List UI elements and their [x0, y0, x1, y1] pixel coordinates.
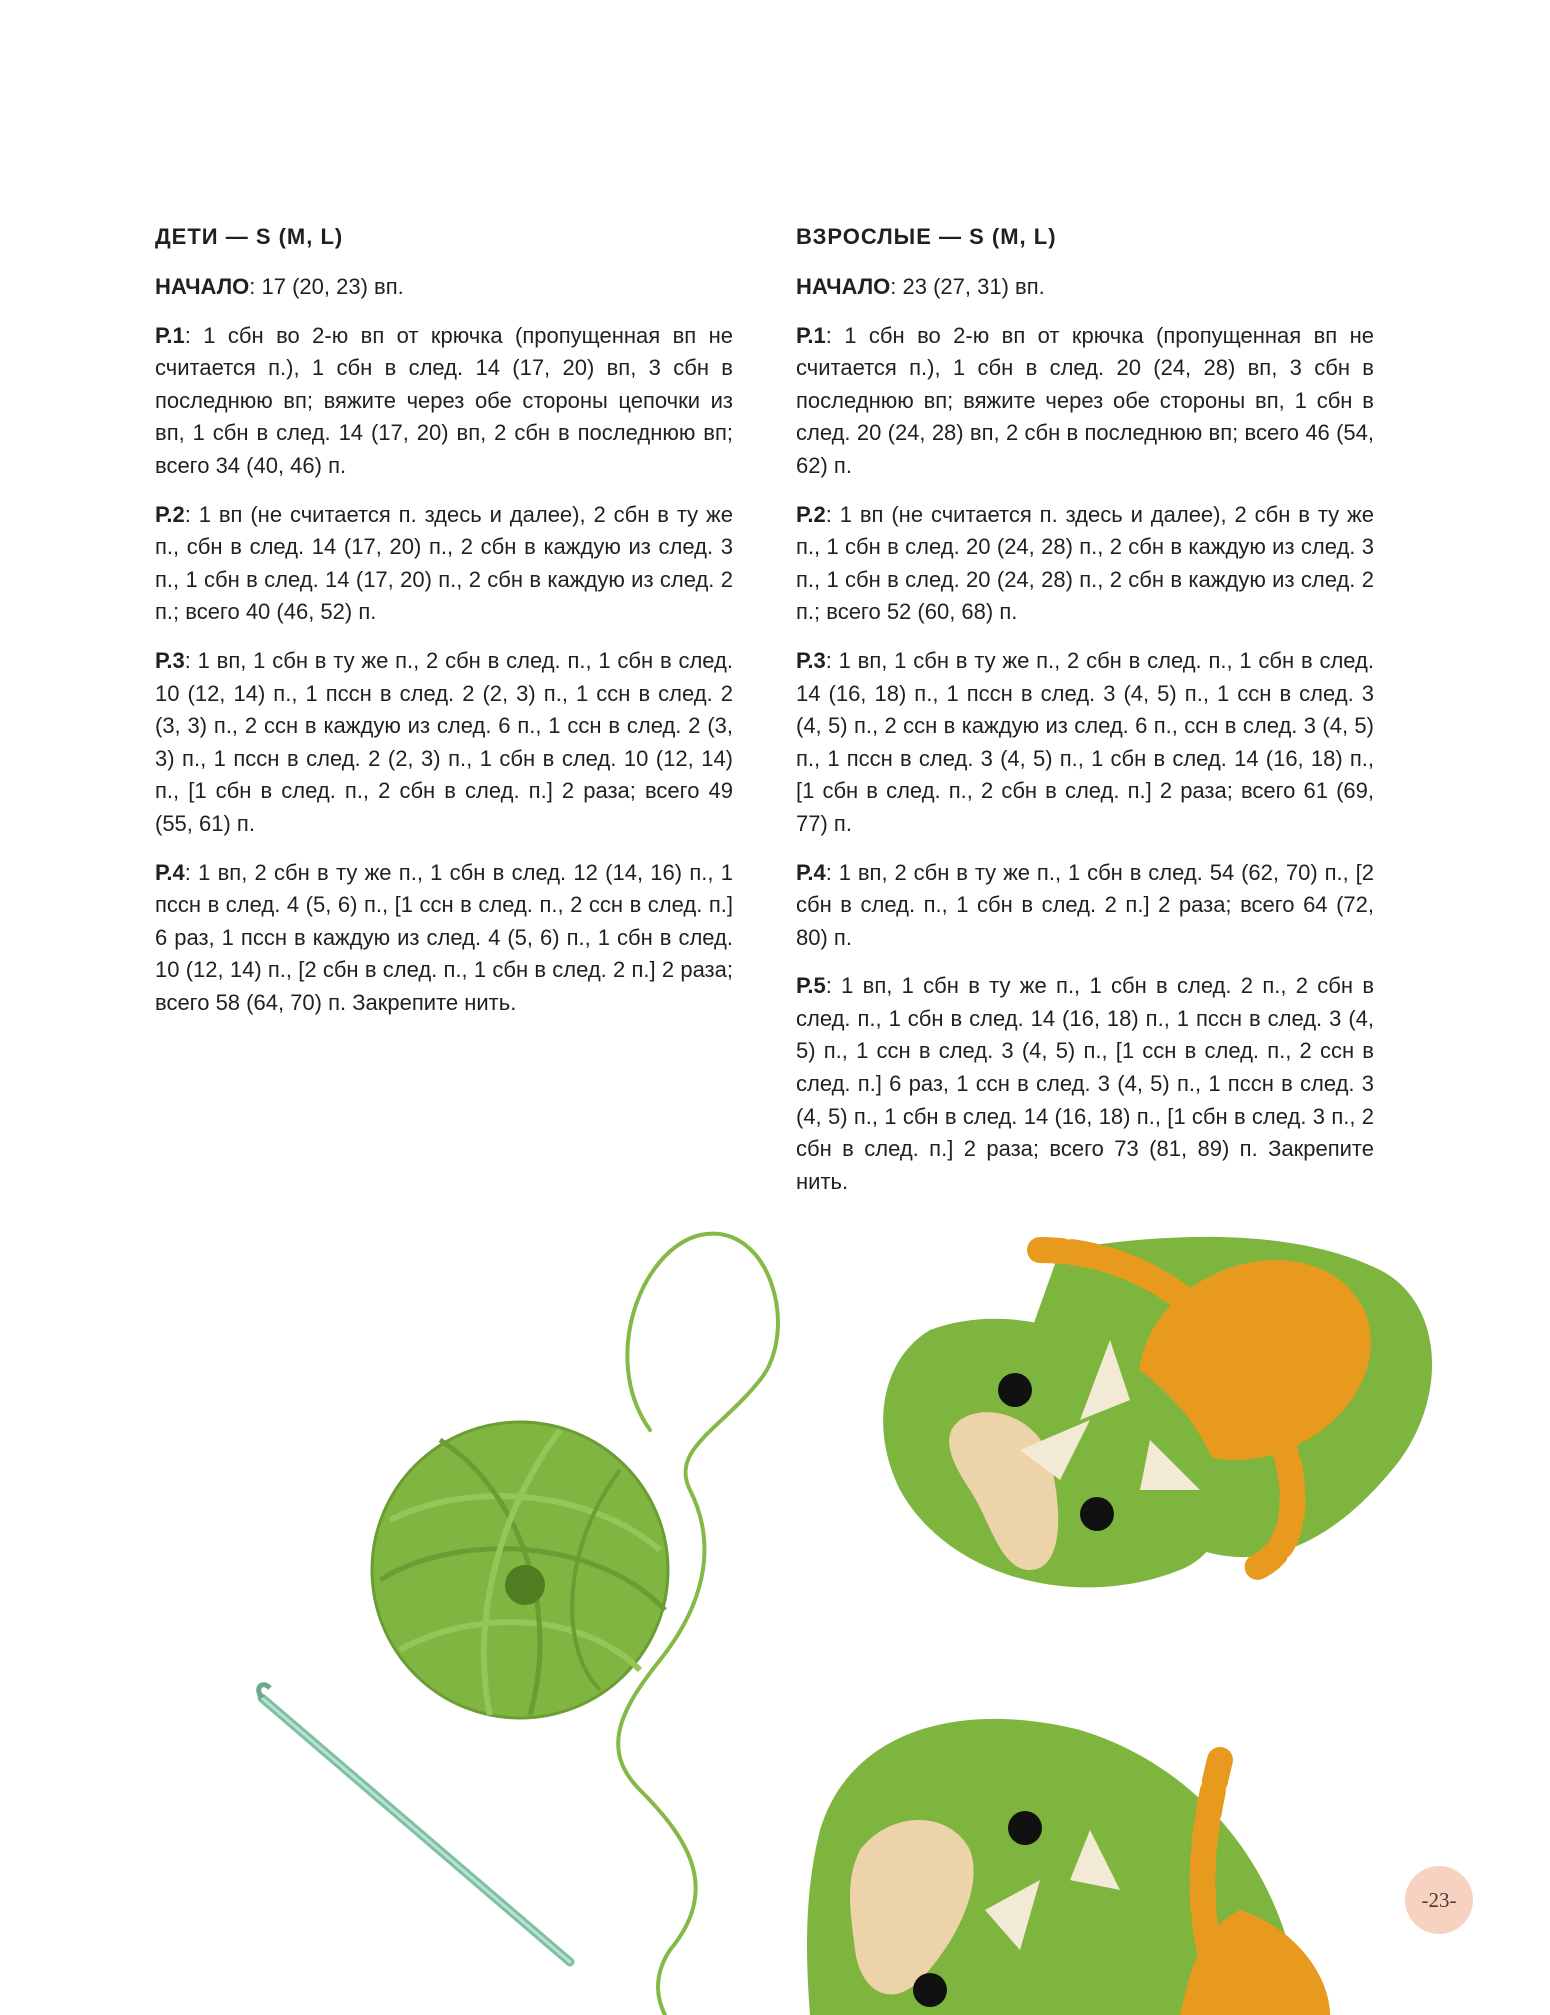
row-text: : 1 вп (не считается п. здесь и далее), 2 сбн в ту же п., сбн в след. 14 (17, 20) п., 2 сбн в каждую из след. 3 п., 1 сбн в след. 14 (17, 20) п., 2 сбн в каждую из след. 2 п.; всего 40 (46, 52) п. [155, 501, 733, 625]
row-label: НАЧАЛО [796, 274, 891, 299]
adults-title: ВЗРОСЛЫЕ — S (M, L) [796, 224, 1057, 249]
kids-row-4 [155, 857, 733, 1020]
row-label: НАЧАЛО [155, 274, 250, 299]
row-text: : 1 вп (не считается п. здесь и далее), 2 сбн в ту же п., 1 сбн в след. 20 (24, 28) п., 2 сбн в каждую из след. 3 п., 1 сбн в след. 20 (24, 28) п., 2 сбн в каждую из след. 2 п.; всего 52 (60, 68) п. [796, 501, 1374, 625]
kids-start [155, 271, 733, 304]
row-text: : 1 вп, 1 сбн в ту же п., 1 сбн в след. 2 п., 2 сбн в след. п., 1 сбн в след. 14 (16, 18) п., 1 пссн в след. 3 (4, 5) п., 1 ссн в след. 3 (4, 5) п., [1 ссн в след. п., 2 ссн в след. п.] 6 раз, 1 ссн в след. 3 (4, 5) п., 1 пссн в след. 3 (4, 5) п., 1 сбн в след. 14 (16, 18) п., [1 сбн в след. 3 п., 2 сбн в след. п.] 2 раза; всего 73 (81, 89) п. Закрепите нить. [796, 973, 1374, 1194]
row-text: : 1 вп, 2 сбн в ту же п., 1 сбн в след. 12 (14, 16) п., 1 пссн в след. 4 (5, 6) п., [1 ссн в след. п., 2 ссн в след. п.] 6 раз, 1 пссн в каждую из след. 4 (5, 6) п., 1 сбн в след. 10 (12, 14) п., [2 сбн в след. п., 1 сбн в след. 2 п.] 2 раза; всего 58 (64, 70) п. Закрепите нить. [155, 859, 733, 1015]
adults-column [796, 222, 1374, 1214]
row-text: : 17 (20, 23) вп. [249, 274, 404, 299]
adults-row-1 [796, 320, 1374, 483]
row-label: Р.4 [796, 859, 826, 885]
adults-row-2 [796, 499, 1374, 629]
kids-row-2 [155, 499, 733, 629]
adults-row-4 [796, 857, 1374, 955]
slippers-photo [0, 1190, 1550, 2015]
row-text: : 1 сбн во 2-ю вп от крючка (пропущенная вп не считается п.), 1 сбн в след. 14 (17, 20) вп, 3 сбн в последнюю вп; вяжите через обе стороны цепочки из вп, 1 сбн в след. 14 (17, 20) вп, 2 сбн в последнюю вп; всего 34 (40, 46) п. [155, 322, 733, 478]
row-text: : 1 вп, 1 сбн в ту же п., 2 сбн в след. п., 1 сбн в след. 14 (16, 18) п., 1 пссн в след. 3 (4, 5) п., 1 ссн в след. 3 (4, 5) п., 2 ссн в каждую из след. 6 п., ссн в след. 3 (4, 5) п., 1 пссн в след. 3 (4, 5) п., 1 сбн в след. 14 (16, 18) п., [1 сбн в след. п., 2 сбн в след. п.] 2 раза; всего 61 (69, 77) п. [796, 647, 1374, 836]
page-number: -23- [1405, 1866, 1473, 1934]
kids-column [155, 222, 733, 1035]
yarn-ball [372, 1422, 668, 1718]
row-label: Р.1 [796, 322, 826, 348]
row-label: Р.1 [155, 322, 185, 348]
kids-title: ДЕТИ — S (M, L) [155, 224, 344, 249]
row-label: Р.4 [155, 859, 185, 885]
kids-row-3 [155, 645, 733, 841]
crochet-hook [259, 1685, 570, 1962]
slipper-top [883, 1223, 1432, 1587]
adults-row-3 [796, 645, 1374, 841]
row-text: : 1 вп, 2 сбн в ту же п., 1 сбн в след. 54 (62, 70) п., [2 сбн в след. п., 1 сбн в след. 2 п.] 2 раза; всего 64 (72, 80) п. [796, 859, 1374, 950]
row-label: Р.5 [796, 973, 826, 999]
adults-row-5 [796, 970, 1374, 1198]
row-text: : 23 (27, 31) вп. [890, 274, 1045, 299]
row-text: : 1 сбн во 2-ю вп от крючка (пропущенная вп не считается п.), 1 сбн в след. 20 (24, 28) вп, 3 сбн в последнюю вп; вяжите через обе стороны вп, 1 сбн в след. 20 (24, 28) вп, 2 сбн в последнюю вп; всего 46 (54, 62) п. [796, 322, 1374, 478]
row-text: : 1 вп, 1 сбн в ту же п., 2 сбн в след. п., 1 сбн в след. 10 (12, 14) п., 1 пссн в след. 2 (2, 3) п., 1 ссн в след. 2 (3, 3) п., 2 ссн в каждую из след. 6 п., 1 ссн в след. 2 (3, 3) п., 1 пссн в след. 2 (2, 3) п., 1 сбн в след. 10 (12, 14) п., [1 сбн в след. п., 2 сбн в след. п.] 2 раза; всего 49 (55, 61) п. [155, 647, 733, 836]
adults-start [796, 271, 1374, 304]
row-label: Р.2 [155, 501, 185, 527]
row-label: Р.3 [155, 647, 185, 673]
slipper-bottom [807, 1719, 1330, 2015]
row-label: Р.3 [796, 647, 826, 673]
kids-row-1 [155, 320, 733, 483]
row-label: Р.2 [796, 501, 826, 527]
